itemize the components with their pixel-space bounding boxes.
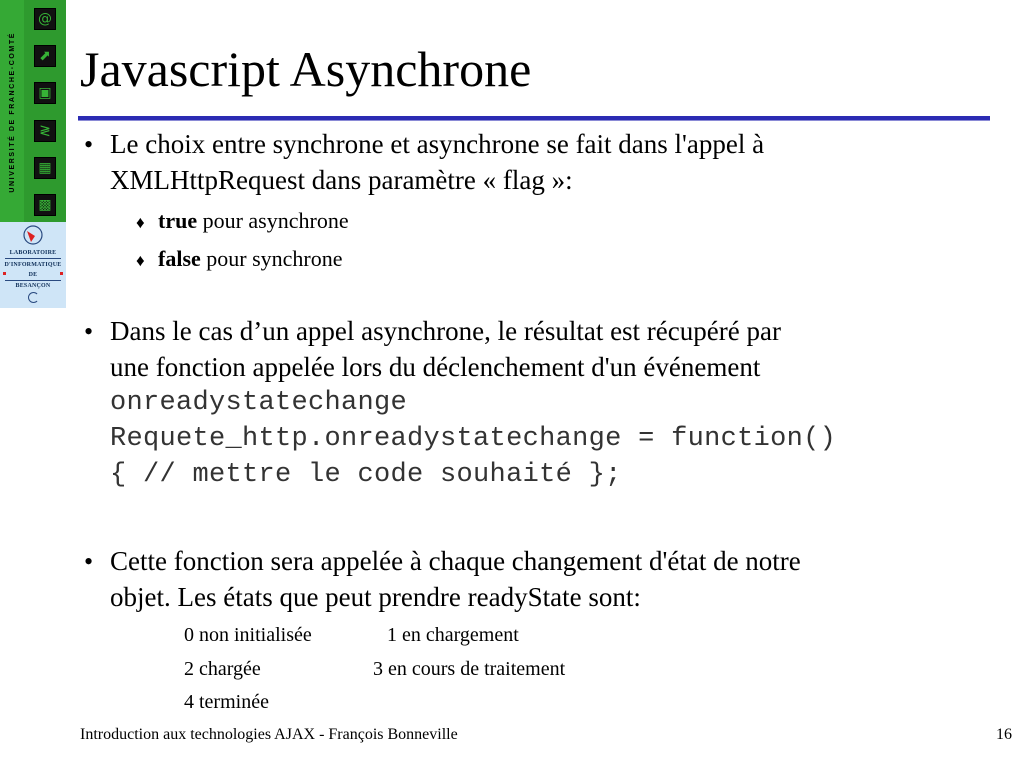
- sub-item-true-text: pour asynchrone: [197, 208, 349, 233]
- bullet-1-line-2: XMLHttpRequest dans paramètre « flag »:: [110, 165, 573, 195]
- sub-item-false-keyword: false: [158, 246, 201, 271]
- sub-item-false: [136, 246, 343, 274]
- bullet-icon: •: [84, 317, 94, 346]
- sub-item-false-text: pour synchrone: [200, 246, 343, 271]
- state-2: 2 chargée: [184, 658, 261, 680]
- lab-line-2: D'INFORMATIQUE: [4, 262, 62, 268]
- title-underline: [78, 116, 990, 121]
- bullet-2-line-1: Dans le cas d’un appel asynchrone, le résultat est récupéré par: [110, 316, 781, 346]
- lab-rule: [5, 280, 61, 281]
- page-number: 16: [996, 726, 1012, 743]
- lab-line-1: LABORATOIRE: [9, 250, 57, 256]
- bullet-icon: •: [84, 130, 94, 159]
- arrow-icon: ⬈: [34, 45, 56, 67]
- state-3: 3 en cours de traitement: [373, 658, 566, 680]
- sub-item-true-keyword: true: [158, 208, 198, 233]
- lab-logo: [0, 222, 66, 308]
- bullet-2: [110, 313, 836, 493]
- diamond-icon: ♦: [136, 251, 145, 270]
- bullet-icon: •: [84, 547, 94, 576]
- lab-line-4: BESANÇON: [15, 283, 51, 289]
- bullet-1-line-1: Le choix entre synchrone et asynchrone se fait dans l'appel à: [110, 129, 765, 159]
- state-1: 1 en chargement: [387, 624, 519, 646]
- code-line-1: onreadystatechange: [110, 388, 408, 418]
- university-name: UNIVERSITÉ DE FRANCHE-COMTÉ: [0, 0, 24, 224]
- bullet-3-line-2: objet. Les états que peut prendre readyState sont:: [110, 582, 641, 612]
- slide-title: Javascript Asynchrone: [80, 41, 532, 97]
- grid-icon: ▦: [34, 157, 56, 179]
- code-line-2: Requete_http.onreadystatechange = function(): [110, 424, 837, 454]
- zigzag-icon: ≷: [34, 120, 56, 142]
- code-line-3: { // mettre le code souhaité };: [110, 460, 622, 490]
- lab-rule: [5, 258, 61, 259]
- bullet-1: [110, 126, 764, 198]
- maze-icon: ▩: [34, 194, 56, 216]
- spiral-icon: @: [34, 8, 56, 30]
- square-dot-icon: ▣: [34, 82, 56, 104]
- lab-line-3: DE: [28, 272, 38, 278]
- sub-item-true: [136, 208, 349, 236]
- lab-mark-icon: [22, 224, 44, 246]
- state-0: 0 non initialisée: [184, 624, 312, 646]
- bullet-3: [110, 543, 801, 615]
- bullet-2-line-2: une fonction appelée lors du déclenchement d'un événement: [110, 352, 761, 382]
- bullet-3-line-1: Cette fonction sera appelée à chaque changement d'état de notre: [110, 546, 801, 576]
- footer-text: Introduction aux technologies AJAX - François Bonneville: [80, 726, 458, 743]
- decorative-glyphs: [30, 0, 60, 224]
- diamond-icon: ♦: [136, 213, 145, 232]
- swirl-icon: [28, 292, 39, 303]
- state-4: 4 terminée: [184, 691, 269, 713]
